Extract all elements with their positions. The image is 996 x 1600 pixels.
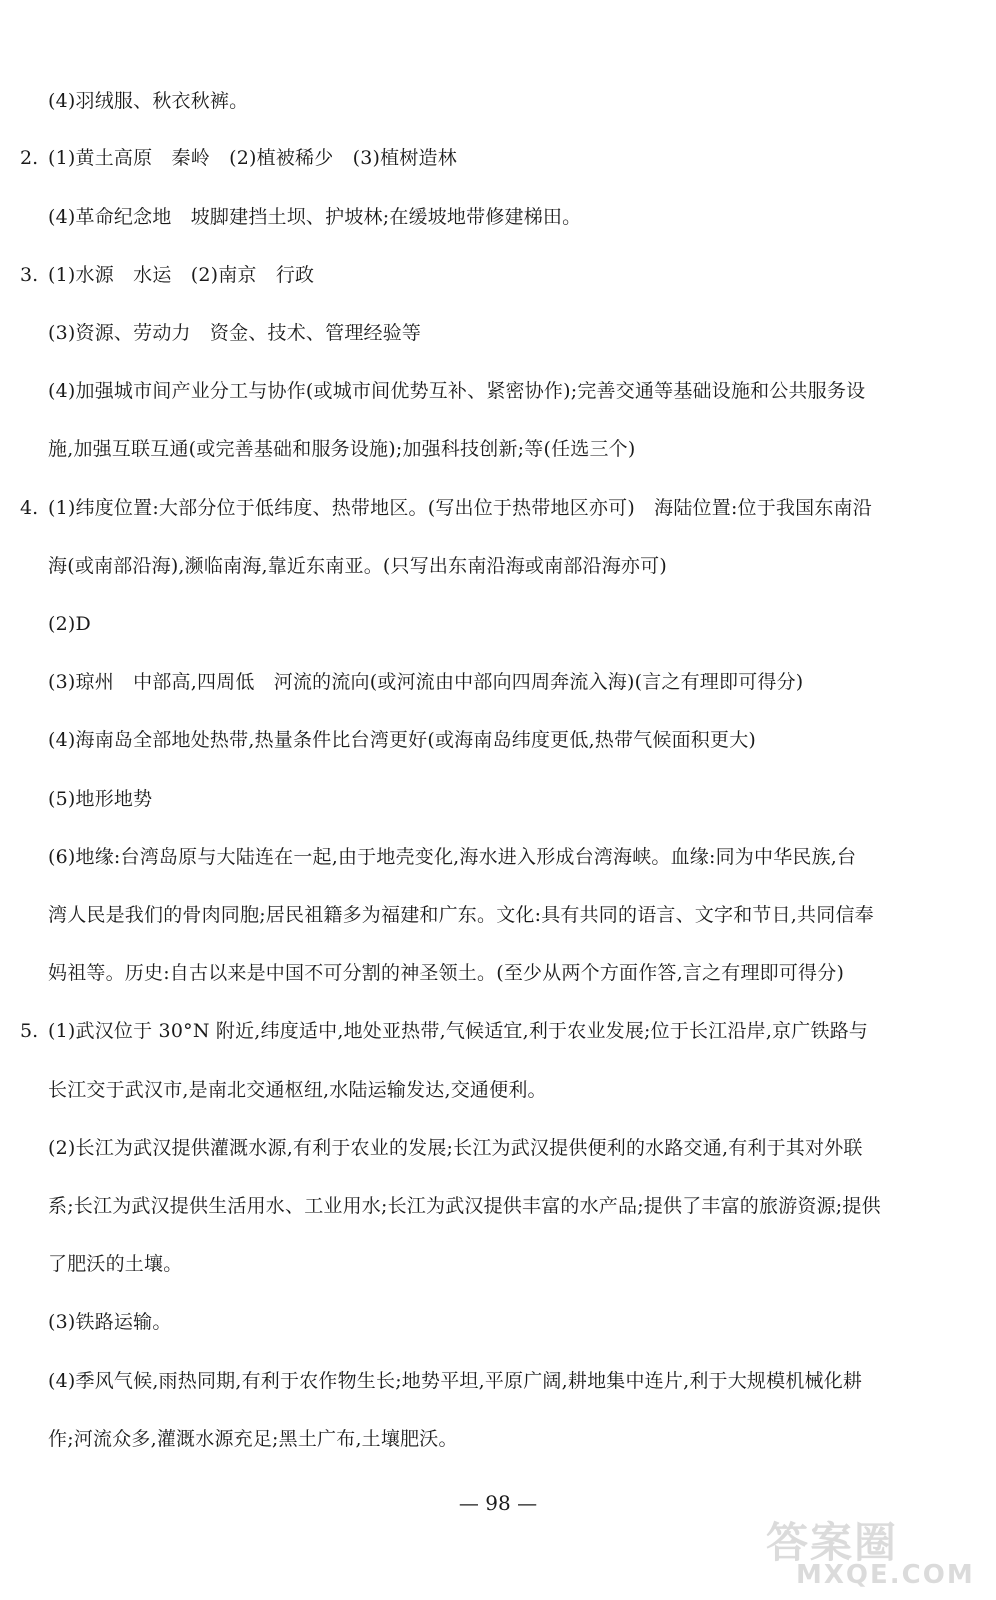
answer-line: 施,加强互联互通(或完善基础和服务设施);加强科技创新;等(任选三个): [48, 438, 636, 460]
answer-line: 妈祖等。历史:自古以来是中国不可分割的神圣领土。(至少从两个方面作答,言之有理即可得分): [48, 962, 845, 984]
question-number: 5.: [20, 1020, 39, 1042]
question-number: 4.: [20, 497, 39, 519]
answer-line: 了肥沃的土壤。: [48, 1253, 183, 1275]
answer-line: (6)地缘:台湾岛原与大陆连在一起,由于地壳变化,海水进入形成台湾海峡。血缘:同为中华民族,台: [48, 846, 857, 868]
answer-line: (4)加强城市间产业分工与协作(或城市间优势互补、紧密协作);完善交通等基础设施和公共服务设: [48, 380, 866, 402]
answer-line: (3)琼州 中部高,四周低 河流的流向(或河流由中部向四周奔流入海)(言之有理即可得分): [48, 671, 804, 693]
question-number: 2.: [20, 147, 39, 169]
watermark-text: 答案圈: [766, 1518, 899, 1567]
answer-line: (4)羽绒服、秋衣秋裤。: [48, 90, 249, 112]
watermark-url: MXQE.COM: [796, 1560, 975, 1590]
answer-line: (3)资源、劳动力 资金、技术、管理经验等: [48, 322, 422, 344]
answer-line: (1)武汉位于 30°N 附近,纬度适中,地处亚热带,气候适宜,利于农业发展;位于长江沿岸,京广铁路与: [48, 1020, 869, 1042]
answer-line: 海(或南部沿海),濒临南海,靠近东南亚。(只写出东南沿海或南部沿海亦可): [48, 555, 667, 577]
watermark-logo: [766, 1510, 976, 1590]
answer-line: (4)革命纪念地 坡脚建挡土坝、护坡林;在缓坡地带修建梯田。: [48, 206, 582, 228]
answer-line: (3)铁路运输。: [48, 1311, 172, 1333]
page-number: — 98 —: [458, 1491, 538, 1515]
answer-line: (1)水源 水运 (2)南京 行政: [48, 264, 315, 286]
answer-line: (4)季风气候,雨热同期,有利于农作物生长;地势平坦,平原广阔,耕地集中连片,利于大规模机械化耕: [48, 1370, 863, 1392]
answer-line: (5)地形地势: [48, 788, 153, 810]
answer-line: 长江交于武汉市,是南北交通枢纽,水陆运输发达,交通便利。: [48, 1079, 547, 1101]
answer-line: 湾人民是我们的骨肉同胞;居民祖籍多为福建和广东。文化:具有共同的语言、文字和节日,共同信奉: [48, 904, 874, 926]
answer-line: (1)黄土高原 秦岭 (2)植被稀少 (3)植树造林: [48, 147, 457, 169]
answer-line: (1)纬度位置:大部分位于低纬度、热带地区。(写出位于热带地区亦可) 海陆位置:位于我国东南沿: [48, 497, 872, 519]
answer-line: 作;河流众多,灌溉水源充足;黑土广布,土壤肥沃。: [48, 1428, 458, 1450]
question-number: 3.: [20, 264, 39, 286]
answer-line: (2)D: [48, 613, 91, 635]
answer-line: (4)海南岛全部地处热带,热量条件比台湾更好(或海南岛纬度更低,热带气候面积更大): [48, 729, 757, 751]
answer-line: 系;长江为武汉提供生活用水、工业用水;长江为武汉提供丰富的水产品;提供了丰富的旅游资源;提供: [48, 1195, 881, 1217]
answer-line: (2)长江为武汉提供灌溉水源,有利于农业的发展;长江为武汉提供便利的水路交通,有利于其对外联: [48, 1137, 863, 1159]
